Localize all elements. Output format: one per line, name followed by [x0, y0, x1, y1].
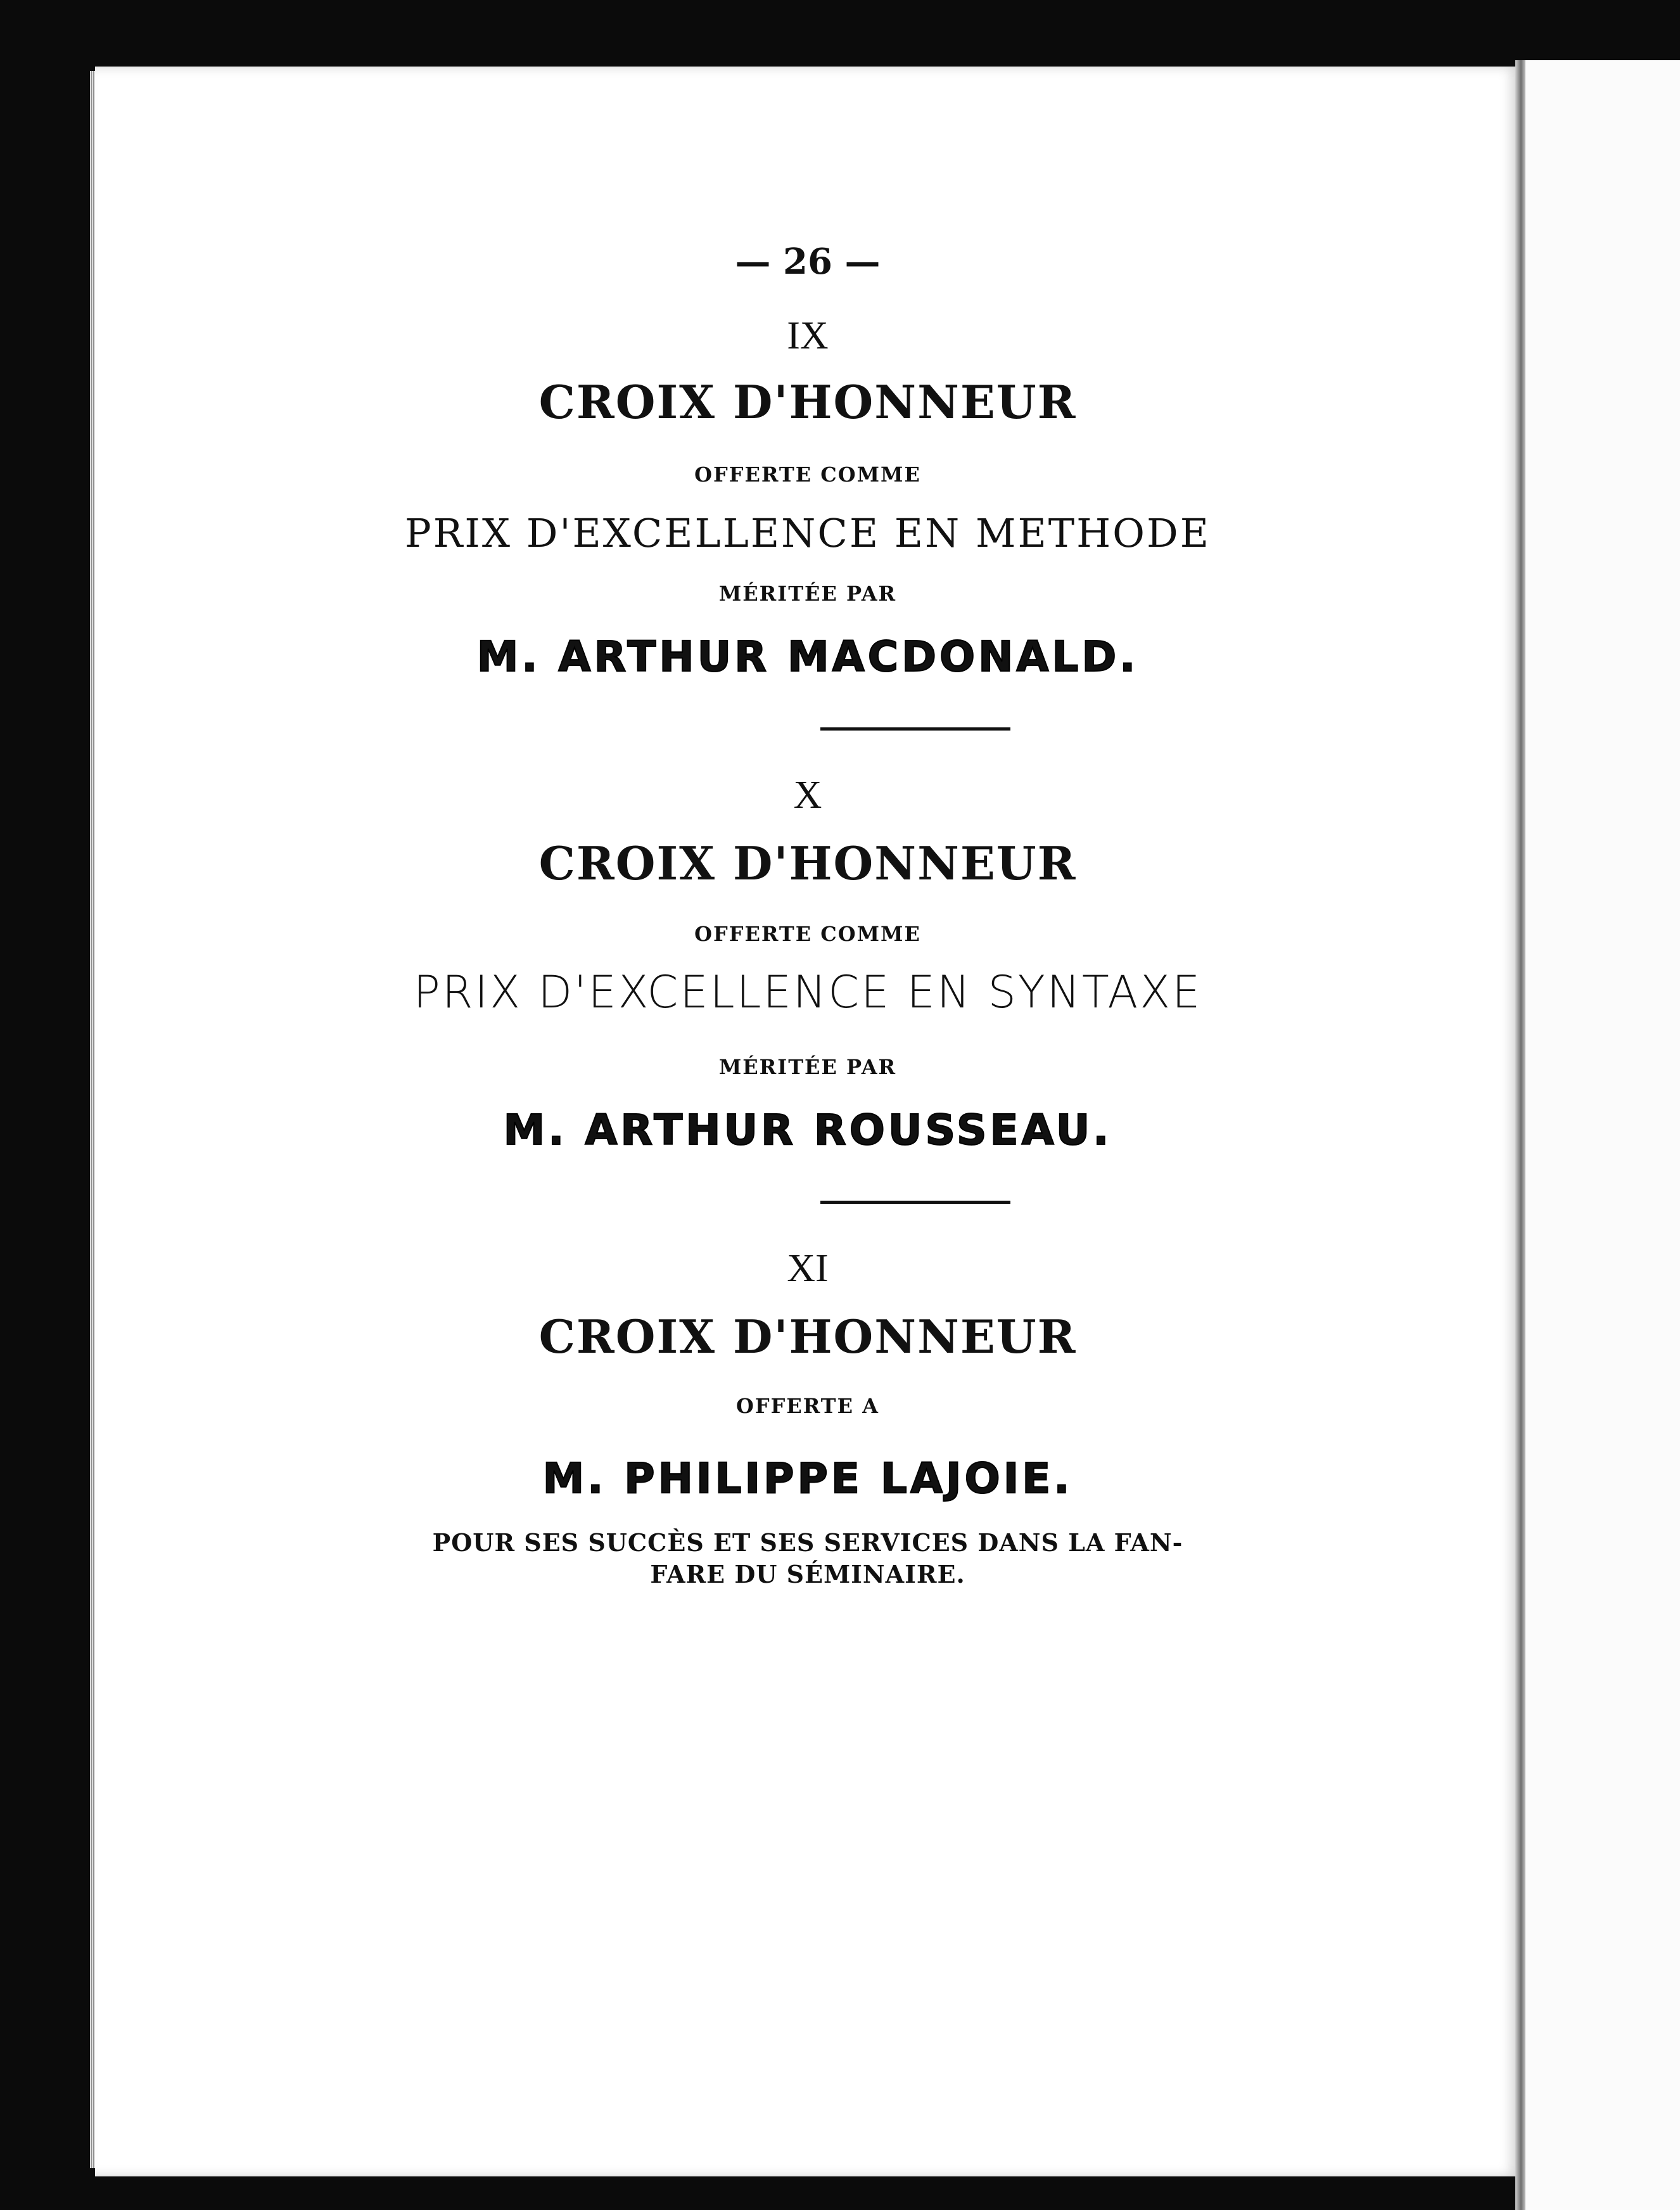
page-number: — 26 —	[735, 241, 881, 283]
recipient-name: M. ARTHUR ROUSSEAU.	[503, 1106, 1112, 1154]
facing-page	[1525, 60, 1680, 2210]
section-title: CROIX D'HONNEUR	[538, 836, 1077, 890]
section-numeral: XI	[787, 1247, 829, 1290]
section-divider	[820, 1201, 1010, 1204]
note-line: POUR SES SUCCÈS ET SES SERVICES DANS LA FAN-	[432, 1528, 1183, 1557]
section-title: CROIX D'HONNEUR	[538, 375, 1077, 429]
prize-name: PRIX D'EXCELLENCE EN SYNTAXE	[413, 966, 1202, 1018]
merited-by-label: MÉRITÉE PAR	[718, 1055, 897, 1079]
section-numeral: IX	[787, 314, 829, 357]
recipient-name: M. ARTHUR MACDONALD.	[476, 632, 1139, 681]
note-line: FARE DU SÉMINAIRE.	[650, 1560, 965, 1588]
merited-by-label: MÉRITÉE PAR	[718, 582, 897, 606]
section-numeral: X	[793, 774, 822, 817]
section-subtitle: OFFERTE COMME	[694, 463, 921, 487]
section-divider	[820, 727, 1010, 731]
recipient-name: M. PHILIPPE LAJOIE.	[542, 1454, 1073, 1503]
prize-name: PRIX D'EXCELLENCE EN METHODE	[405, 510, 1211, 556]
section-title: CROIX D'HONNEUR	[538, 1310, 1077, 1364]
section-subtitle: OFFERTE COMME	[694, 922, 921, 946]
section-subtitle: OFFERTE A	[736, 1394, 879, 1418]
